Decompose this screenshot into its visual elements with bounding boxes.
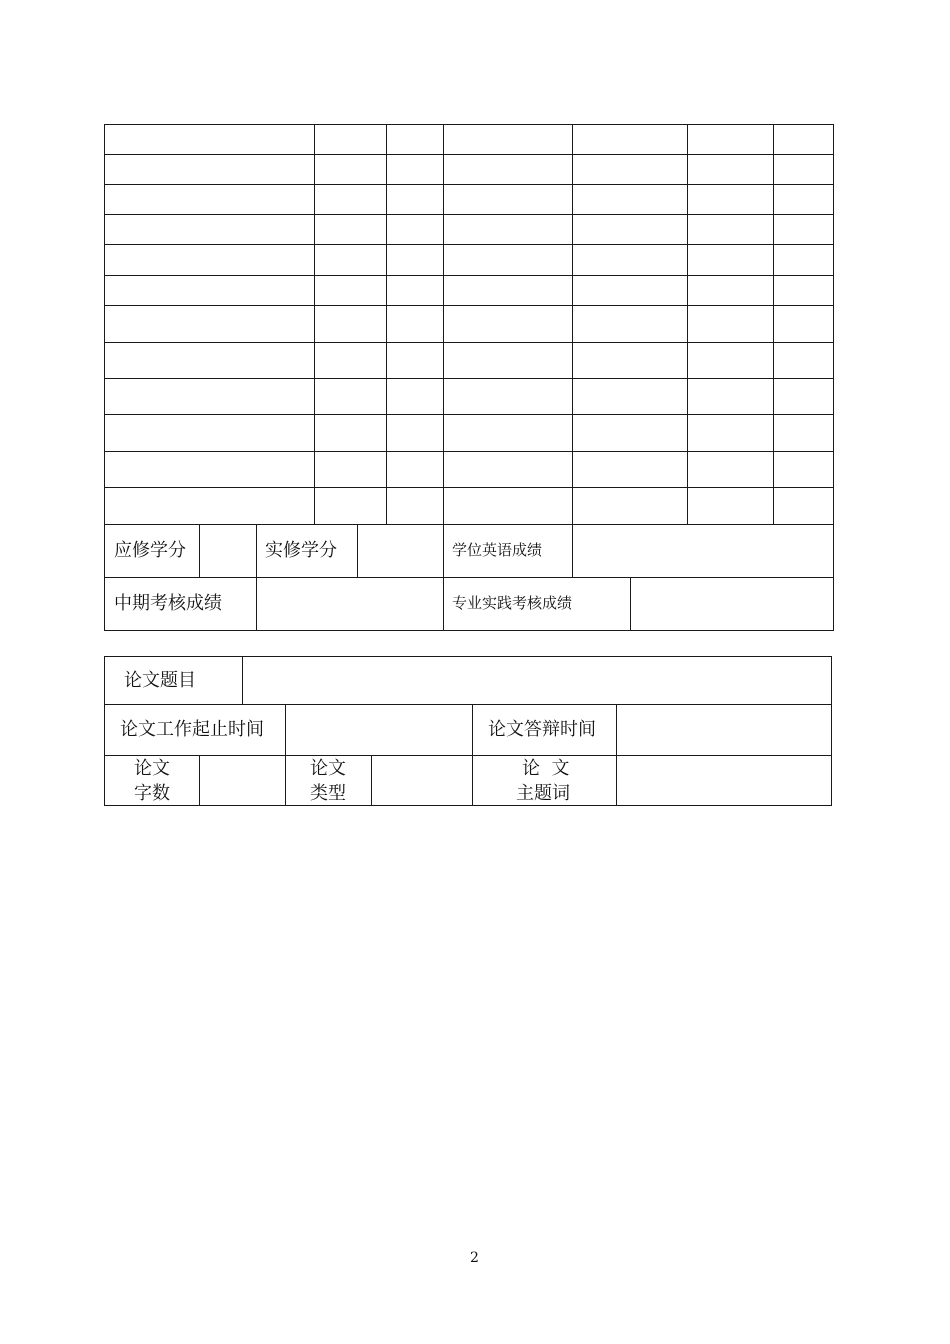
grid-line: [616, 704, 617, 755]
grid-line: [104, 305, 834, 306]
course-grades-table: [0, 0, 950, 640]
grid-line: [104, 214, 834, 215]
midterm-assessment-label: 中期考核成绩: [114, 593, 222, 614]
grid-line: [687, 124, 688, 524]
thesis-info-table: [0, 640, 950, 820]
grid-line: [104, 124, 834, 125]
grid-line: [199, 524, 200, 577]
grid-line: [104, 414, 834, 415]
page-number: 2: [470, 1250, 479, 1266]
grid-line: [104, 154, 834, 155]
thesis-type-label-line1: 论文: [310, 758, 346, 779]
grid-line: [285, 755, 286, 805]
grid-line: [104, 244, 834, 245]
grid-line: [314, 124, 315, 524]
grid-line: [104, 275, 834, 276]
grid-line: [386, 124, 387, 524]
grid-line: [199, 755, 200, 805]
grid-line: [285, 704, 286, 755]
grid-line: [104, 805, 832, 806]
work-period-label: 论文工作起止时间: [120, 719, 264, 740]
keywords-label-line2: 主题词: [516, 783, 570, 804]
grid-line: [104, 577, 834, 578]
grid-line: [256, 577, 257, 630]
defense-time-label: 论文答辩时间: [488, 719, 596, 740]
grid-line: [104, 124, 105, 631]
grid-line: [104, 184, 834, 185]
grid-line: [104, 378, 834, 379]
grid-line: [104, 704, 832, 705]
grid-line: [256, 524, 257, 577]
thesis-title-label: 论文题目: [124, 670, 196, 691]
grid-line: [104, 656, 832, 657]
word-count-label-line1: 论文: [134, 758, 170, 779]
grid-line: [104, 342, 834, 343]
grid-line: [104, 524, 834, 525]
grid-line: [443, 124, 444, 524]
grid-line: [630, 577, 631, 630]
grid-line: [104, 656, 105, 806]
word-count-label-line2: 字数: [134, 783, 170, 804]
grid-line: [572, 124, 573, 524]
grid-line: [472, 704, 473, 755]
grid-line: [472, 755, 473, 805]
grid-line: [104, 451, 834, 452]
earned-credits-label: 实修学分: [265, 540, 337, 561]
grid-line: [833, 124, 834, 631]
grid-line: [371, 755, 372, 805]
required-credits-label: 应修学分: [114, 540, 186, 561]
grid-line: [104, 487, 834, 488]
degree-english-label: 学位英语成绩: [452, 541, 543, 559]
grid-line: [443, 524, 444, 577]
practice-assessment-label: 专业实践考核成绩: [452, 594, 573, 612]
grid-line: [831, 656, 832, 806]
grid-line: [242, 656, 243, 704]
grid-line: [773, 124, 774, 524]
grid-line: [572, 524, 573, 577]
grid-line: [443, 577, 444, 630]
grid-line: [357, 524, 358, 577]
thesis-type-label-line2: 类型: [310, 783, 346, 804]
keywords-label-line1: 论 文: [522, 758, 570, 779]
grid-line: [104, 630, 834, 631]
grid-line: [104, 755, 832, 756]
grid-line: [616, 755, 617, 805]
